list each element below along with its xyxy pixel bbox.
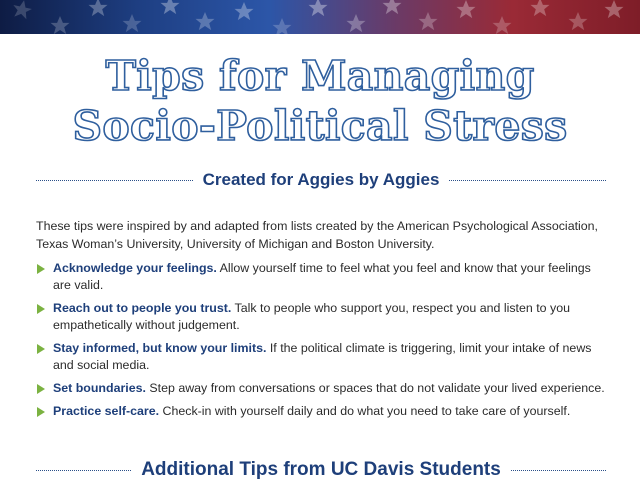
tips-list <box>36 260 610 426</box>
list-item <box>36 300 610 334</box>
tip-text: Allow yourself time to feel what you feel and know that your feelings are valid. <box>53 261 591 292</box>
triangle-bullet-icon <box>37 407 45 417</box>
triangle-bullet-icon <box>37 384 45 394</box>
tip-lead: Acknowledge your feelings. <box>53 261 217 275</box>
list-item <box>36 260 610 294</box>
tip-lead: Stay informed, but know your limits. <box>53 341 267 355</box>
dotted-rule-left <box>36 180 193 181</box>
tip-lead: Set boundaries. <box>53 381 146 395</box>
list-item <box>36 380 610 397</box>
star-pattern-icon <box>0 0 640 34</box>
star-banner <box>0 0 640 34</box>
triangle-bullet-icon <box>37 344 45 354</box>
dotted-rule-left <box>36 470 131 471</box>
section-divider <box>36 458 606 482</box>
list-item <box>36 340 610 374</box>
dotted-rule-right <box>511 470 606 471</box>
section-heading: Additional Tips from UC Davis Students <box>141 459 501 480</box>
page-title-line-1: Tips for Managing <box>105 52 535 100</box>
list-item <box>36 403 610 420</box>
tip-text: If the political climate is triggering, limit your intake of news and social media. <box>53 341 592 372</box>
dotted-rule-right <box>449 180 606 181</box>
tip-text: Step away from conversations or spaces that do not validate your lived experience. <box>145 381 605 395</box>
tip-lead: Reach out to people you trust. <box>53 301 232 315</box>
subtitle: Created for Aggies by Aggies <box>202 170 440 189</box>
subtitle-divider <box>36 168 606 192</box>
tip-text: Check-in with yourself daily and do what you need to take care of yourself. <box>159 404 571 418</box>
tip-text: Talk to people who support you, respect you and listen to you empathetically without judgement. <box>53 301 570 332</box>
tip-lead: Practice self-care. <box>53 404 160 418</box>
page-title-line-2: Socio-Political Stress <box>72 102 568 150</box>
intro-paragraph: These tips were inspired by and adapted from lists created by the American Psychological Association, Texas Woman’s University, University of Michigan and Boston University. <box>36 219 599 251</box>
triangle-bullet-icon <box>37 264 45 274</box>
triangle-bullet-icon <box>37 304 45 314</box>
